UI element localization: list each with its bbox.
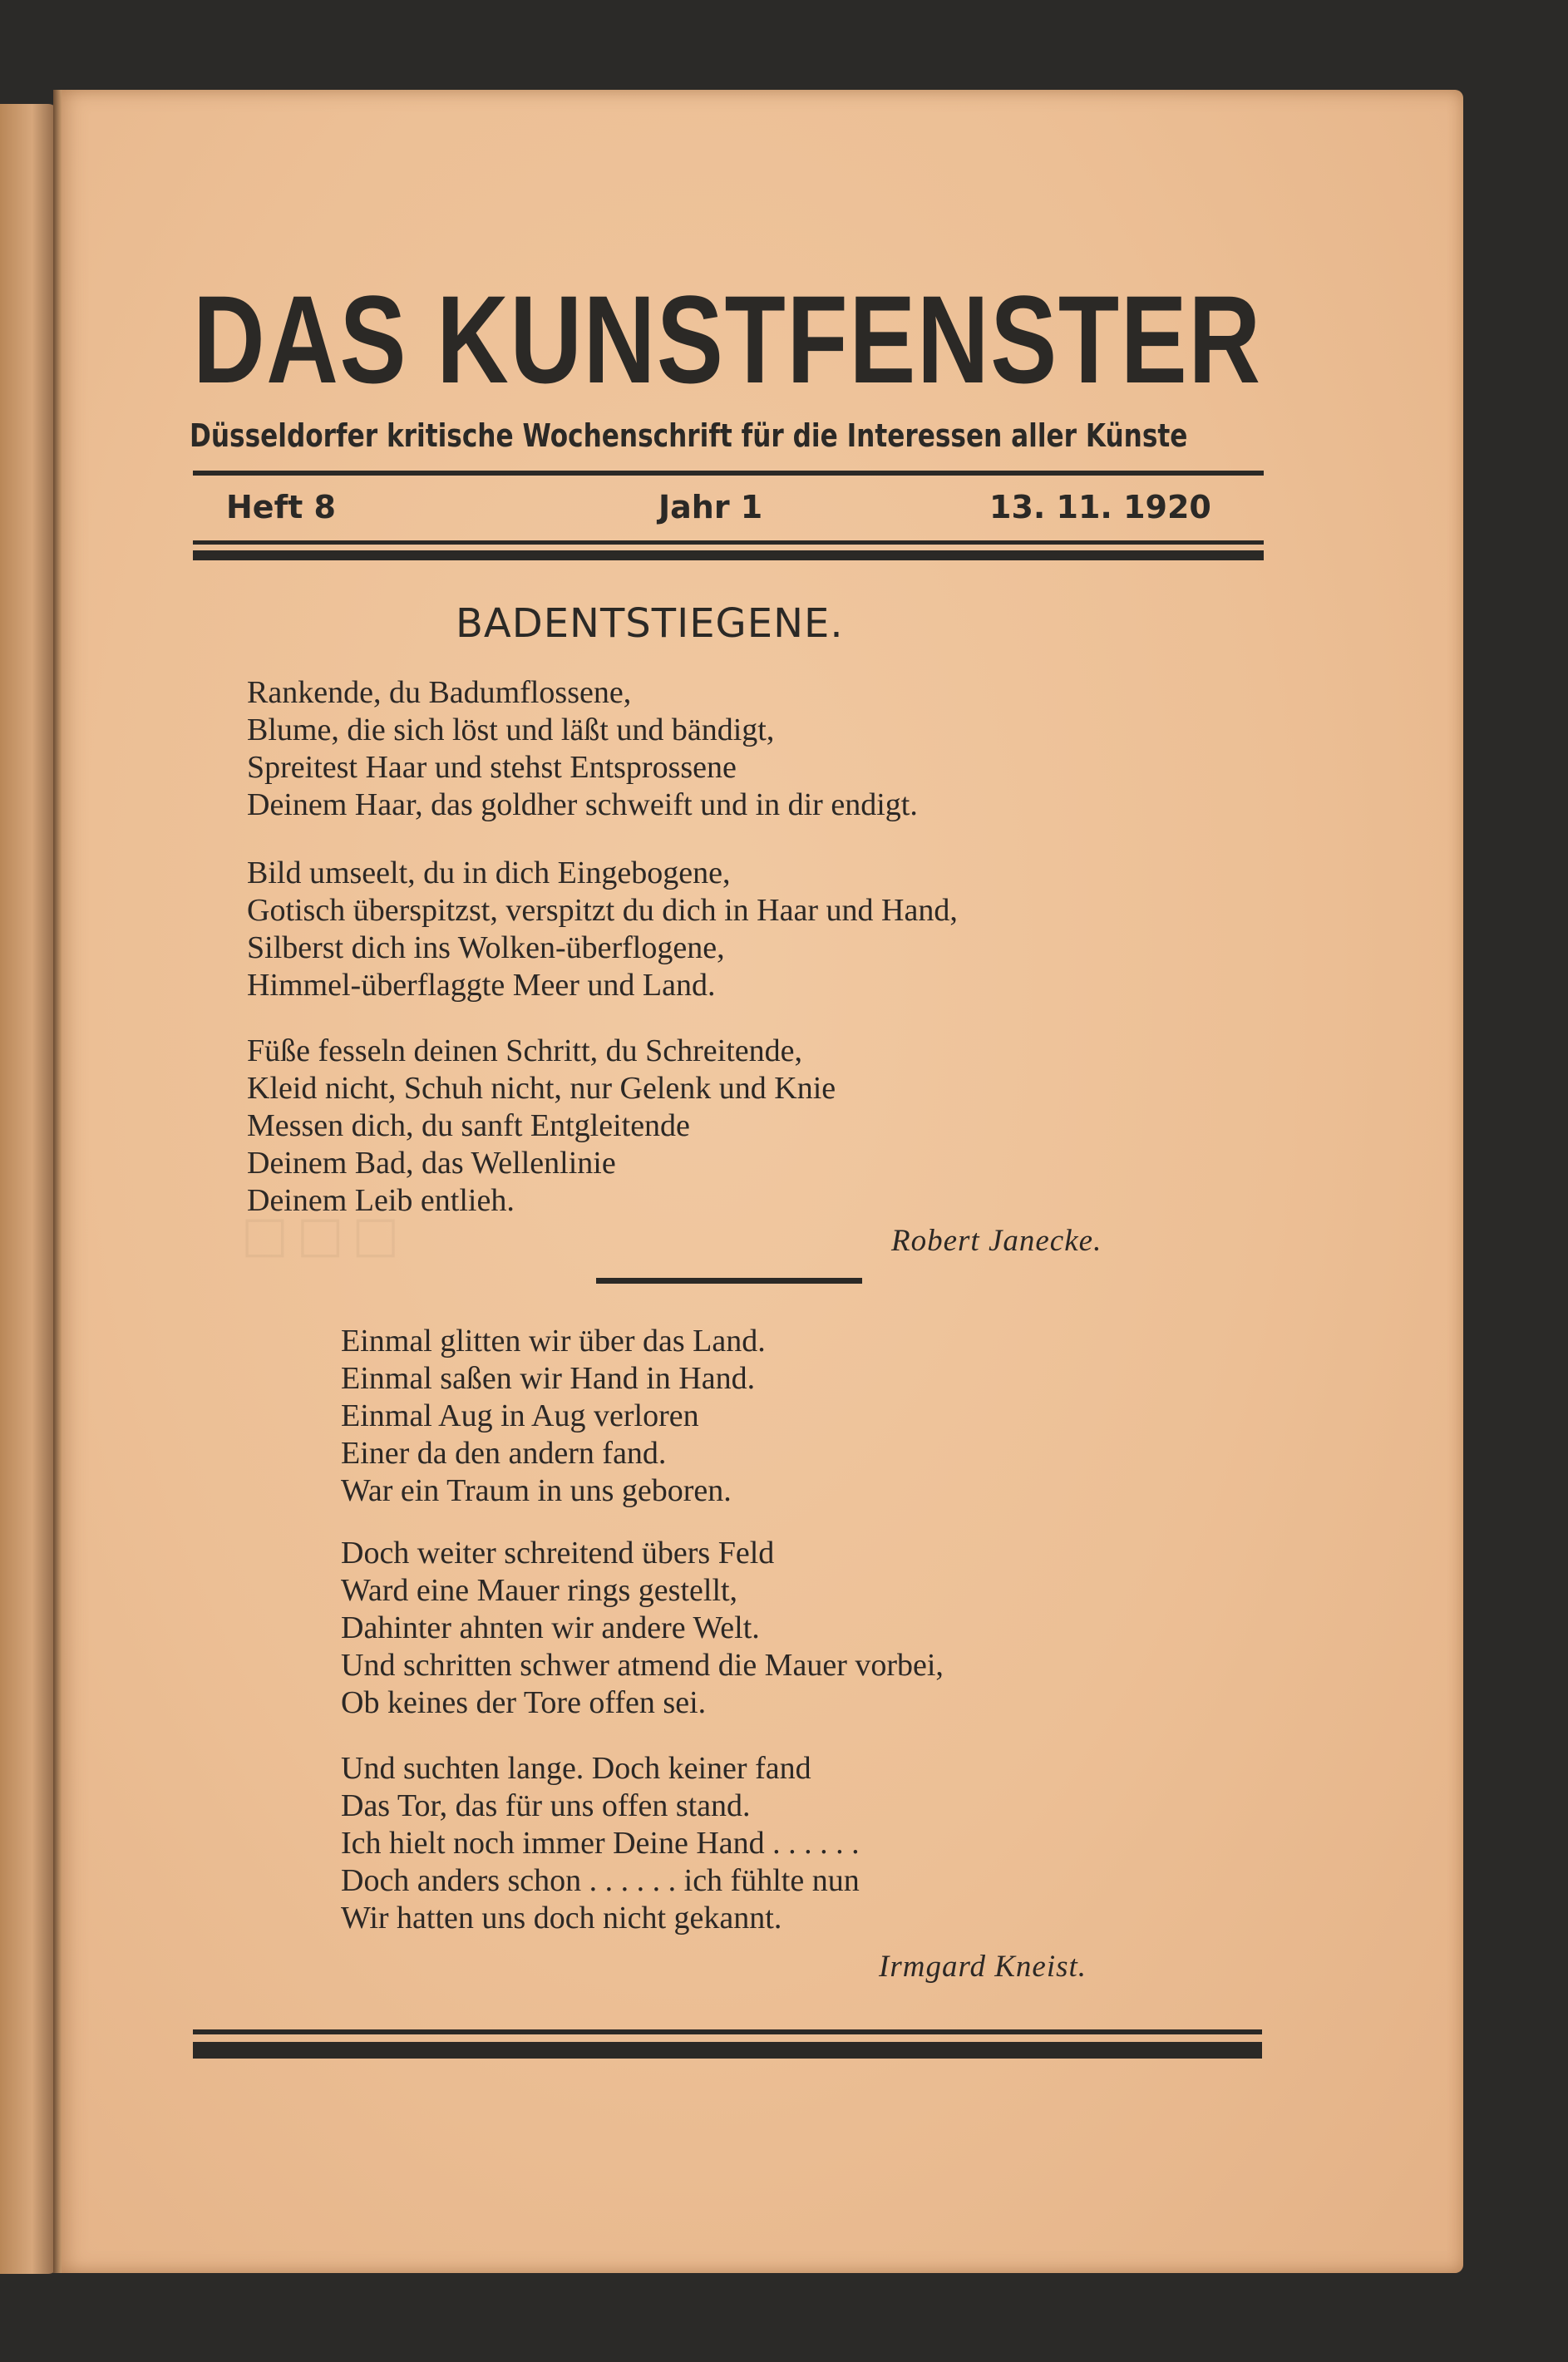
poem-line: Kleid nicht, Schuh nicht, nur Gelenk und Knie: [247, 1071, 836, 1106]
poem-line: Ich hielt noch immer Deine Hand . . . . . .: [341, 1826, 860, 1861]
poem-title: BADENTSTIEGENE.: [456, 600, 844, 647]
issue-year: Jahr 1: [658, 489, 763, 525]
previous-page-edge: [0, 104, 58, 2274]
poem-line: Rankende, du Badumflossene,: [247, 675, 632, 710]
masthead-title: DAS KUNSTFENSTER: [193, 269, 1262, 409]
poem-line: Doch anders schon . . . . . . ich fühlte nun: [341, 1863, 860, 1898]
reverse-side-bleed: □□□: [241, 1206, 408, 1264]
poem-line: Und schritten schwer atmend die Mauer vorbei,: [341, 1648, 944, 1683]
poem-line: Silberst dich ins Wolken-überflogene,: [247, 930, 725, 965]
poem-line: Spreitest Haar und stehst Entsprossene: [247, 750, 737, 785]
issue-number: Heft 8: [226, 489, 336, 525]
poem-line: Himmel-überflaggte Meer und Land.: [247, 968, 716, 1003]
poem-line: Gotisch überspitzst, verspitzt du dich in Haar und Hand,: [247, 893, 958, 928]
poem-line: Bild umseelt, du in dich Eingebogene,: [247, 856, 731, 890]
poem2-stanza-1: [341, 1323, 766, 1510]
poem1-stanza-2: [247, 855, 958, 1004]
poem1-author: Robert Janecke.: [891, 1224, 1102, 1258]
poem-line: War ein Traum in uns geboren.: [341, 1473, 732, 1508]
poem-line: Deinem Haar, das goldher schweift und in dir endigt.: [247, 787, 918, 822]
poem-line: Das Tor, das für uns offen stand.: [341, 1788, 751, 1823]
poem-line: Ward eine Mauer rings gestellt,: [341, 1573, 738, 1608]
poem-line: Einer da den andern fand.: [341, 1436, 667, 1471]
poem2-stanza-2: [341, 1535, 944, 1722]
footer-rule-thin: [193, 2029, 1262, 2034]
masthead-rule-bottom-thick: [193, 550, 1264, 560]
poem-line: Deinem Leib entlieh.: [247, 1183, 515, 1218]
issue-date: 13. 11. 1920: [989, 489, 1211, 525]
masthead-rule-bottom-thin: [193, 540, 1264, 545]
poem2-stanza-3: [341, 1750, 860, 1937]
poem-separator: [596, 1278, 862, 1284]
poem-line: Dahinter ahnten wir andere Welt.: [341, 1610, 760, 1645]
poem-line: Deinem Bad, das Wellenlinie: [247, 1146, 616, 1181]
poem1-stanza-1: [247, 674, 918, 824]
poem-line: Und suchten lange. Doch keiner fand: [341, 1751, 811, 1786]
masthead-subtitle: Düsseldorfer kritische Wochenschrift für die Interessen aller Künste: [190, 417, 1188, 454]
poem-line: Ob keines der Tore offen sei.: [341, 1685, 707, 1720]
poem-line: Füße fesseln deinen Schritt, du Schreitende,: [247, 1033, 803, 1068]
masthead-rule-top: [193, 471, 1264, 476]
page-spine: [53, 90, 62, 2273]
poem-line: Einmal saßen wir Hand in Hand.: [341, 1361, 756, 1396]
poem2-author: Irmgard Kneist.: [879, 1950, 1087, 1984]
footer-rule-thick: [193, 2042, 1262, 2059]
poem1-stanza-3: [247, 1033, 836, 1220]
poem-line: Wir hatten uns doch nicht gekannt.: [341, 1901, 782, 1935]
poem-line: Messen dich, du sanft Entgleitende: [247, 1108, 690, 1143]
poem-line: Doch weiter schreitend übers Feld: [341, 1536, 775, 1571]
poem-line: Einmal Aug in Aug verloren: [341, 1398, 699, 1433]
poem-line: Blume, die sich löst und läßt und bändigt,: [247, 713, 775, 747]
poem-line: Einmal glitten wir über das Land.: [341, 1324, 766, 1359]
